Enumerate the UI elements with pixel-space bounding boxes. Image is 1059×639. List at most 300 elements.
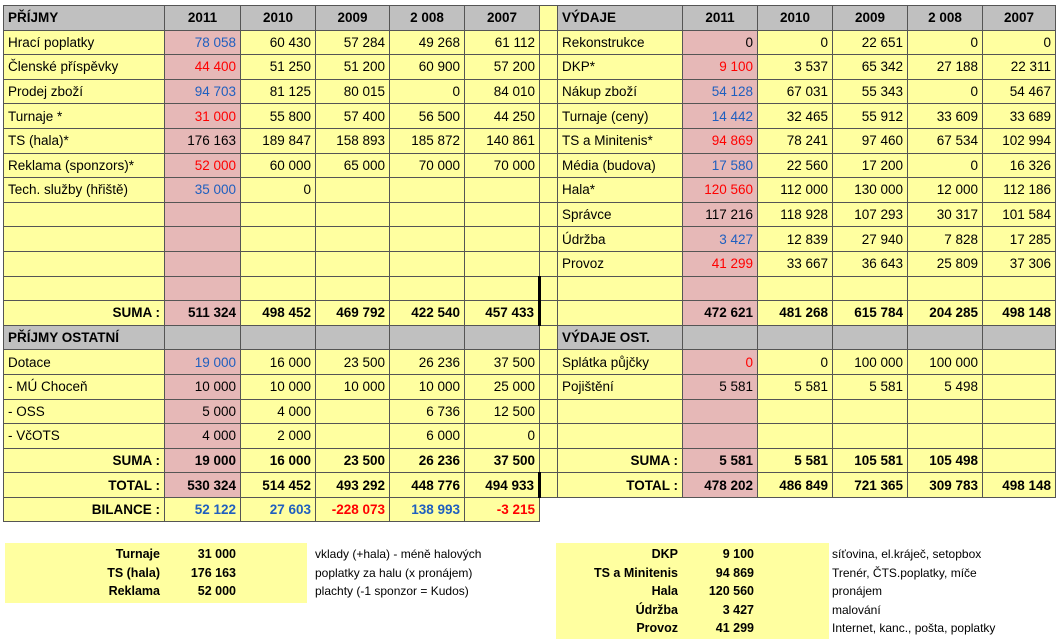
total-value: 530 324 (165, 473, 241, 498)
prijmy-ostatni-header: PŘÍJMY OSTATNÍ (4, 325, 165, 350)
expense-value: 33 667 (758, 251, 833, 276)
expense-value: 78 241 (758, 128, 833, 153)
income-value: 158 893 (316, 128, 390, 153)
income-value (241, 251, 316, 276)
bilance-label: BILANCE : (4, 497, 165, 522)
income-value: 0 (241, 178, 316, 203)
table-row (4, 128, 1056, 153)
total-value: 478 202 (683, 473, 758, 498)
expense-value (758, 276, 833, 301)
header-cell (165, 325, 241, 350)
year-header: 2007 (983, 6, 1056, 31)
income-value (316, 251, 390, 276)
income-value (390, 202, 465, 227)
expense-value: 102 994 (983, 128, 1056, 153)
expense-value: 32 465 (758, 104, 833, 129)
income-value (241, 202, 316, 227)
vydaje-ost-header: VÝDAJE OST. (558, 325, 683, 350)
suma-value: 511 324 (165, 301, 241, 326)
expense-value (908, 399, 983, 424)
expense-value: 17 200 (833, 153, 908, 178)
table-row (4, 251, 1056, 276)
year-header: 2009 (316, 6, 390, 31)
expense-label: Provoz (558, 251, 683, 276)
income-value: 4 000 (241, 399, 316, 424)
table-row (4, 79, 1056, 104)
suma-value: 469 792 (316, 301, 390, 326)
income-value: 84 010 (465, 79, 540, 104)
expense-value: 16 326 (983, 153, 1056, 178)
year-header: 2011 (165, 6, 241, 31)
expense-value: 100 000 (833, 350, 908, 375)
total-value: 498 148 (983, 473, 1056, 498)
income-value: 10 000 (390, 374, 465, 399)
income-value: 10 000 (316, 374, 390, 399)
income-value: 51 200 (316, 55, 390, 80)
income-value: 80 015 (316, 79, 390, 104)
expense-value: 17 580 (683, 153, 758, 178)
income-label: Členské příspěvky (4, 55, 165, 80)
income-value: 6 000 (390, 424, 465, 449)
total-label: TOTAL : (558, 473, 683, 498)
note-value: 176 163 (190, 565, 236, 580)
expense-label: Údržba (558, 227, 683, 252)
expense-value (983, 276, 1056, 301)
income-label: Dotace (4, 350, 165, 375)
separator (540, 424, 558, 449)
separator (540, 153, 558, 178)
note-value: 31 000 (197, 547, 236, 561)
table-row (4, 276, 1056, 301)
income-value: 57 284 (316, 30, 390, 55)
expense-value: 5 581 (683, 374, 758, 399)
expense-value: 3 427 (683, 227, 758, 252)
expense-value: 33 689 (983, 104, 1056, 129)
income-value: 61 112 (465, 30, 540, 55)
separator (540, 301, 558, 326)
note-text: pronájem (832, 584, 883, 598)
income-value (465, 251, 540, 276)
income-value (390, 276, 465, 301)
income-value: 44 250 (465, 104, 540, 129)
note-text: Internet, kanc., pošta, poplatky (832, 621, 996, 635)
expense-value: 30 317 (908, 202, 983, 227)
income-value: 140 861 (465, 128, 540, 153)
suma-value: 481 268 (758, 301, 833, 326)
separator (540, 55, 558, 80)
note-label: Turnaje (115, 547, 160, 561)
separator (540, 202, 558, 227)
income-value: 51 250 (241, 55, 316, 80)
expense-value: 112 000 (758, 178, 833, 203)
expense-value: 17 285 (983, 227, 1056, 252)
expense-value (983, 399, 1056, 424)
income-value: 6 736 (390, 399, 465, 424)
total-value: 514 452 (241, 473, 316, 498)
expense-value: 54 467 (983, 79, 1056, 104)
expense-label: Nákup zboží (558, 79, 683, 104)
income-value (241, 276, 316, 301)
note-value: 94 869 (715, 565, 754, 580)
income-value: 12 500 (465, 399, 540, 424)
suma-label: SUMA : (558, 448, 683, 473)
expense-value: 65 342 (833, 55, 908, 80)
expense-value: 12 839 (758, 227, 833, 252)
table-row (4, 399, 1056, 424)
suma-label: SUMA : (4, 301, 165, 326)
expense-value: 5 581 (758, 374, 833, 399)
separator (540, 448, 558, 473)
expense-value: 54 128 (683, 79, 758, 104)
expense-value: 3 537 (758, 55, 833, 80)
income-value (241, 227, 316, 252)
note-text: vklady (+hala) - méně halových (315, 547, 482, 561)
income-value: 56 500 (390, 104, 465, 129)
note-row (0, 601, 1059, 619)
bilance-value: 138 993 (390, 497, 465, 522)
note-text: plachty (-1 sponzor = Kudos) (315, 584, 469, 598)
table-row (4, 350, 1056, 375)
note-label: DKP (651, 547, 678, 561)
income-label: TS (hala)* (4, 128, 165, 153)
income-value: 189 847 (241, 128, 316, 153)
table-row (4, 301, 1056, 326)
note-value: 3 427 (722, 602, 754, 617)
expense-value (908, 276, 983, 301)
expense-value: 9 100 (683, 55, 758, 80)
header-cell (758, 325, 833, 350)
expense-value: 0 (908, 30, 983, 55)
table-row (4, 424, 1056, 449)
income-value (316, 399, 390, 424)
expense-value: 100 000 (908, 350, 983, 375)
note-label: TS (hala) (107, 565, 160, 580)
expense-value: 12 000 (908, 178, 983, 203)
note-row (0, 545, 1059, 563)
income-value: 70 000 (465, 153, 540, 178)
header-cell (390, 325, 465, 350)
income-label (4, 227, 165, 252)
budget-table (3, 5, 1056, 522)
separator (540, 30, 558, 55)
income-value: 185 872 (390, 128, 465, 153)
blank-area (540, 497, 1056, 522)
expense-value (758, 424, 833, 449)
header-cell (316, 325, 390, 350)
income-value (165, 251, 241, 276)
expense-label: Média (budova) (558, 153, 683, 178)
expense-value: 101 584 (983, 202, 1056, 227)
income-value: 5 000 (165, 399, 241, 424)
expense-value: 22 651 (833, 30, 908, 55)
income-value (390, 227, 465, 252)
header-cell (683, 325, 758, 350)
suma-value: 615 784 (833, 301, 908, 326)
income-value (316, 202, 390, 227)
income-value (316, 424, 390, 449)
table-row (4, 55, 1056, 80)
expense-value: 107 293 (833, 202, 908, 227)
income-value: 37 500 (465, 350, 540, 375)
income-value: 35 000 (165, 178, 241, 203)
income-value: 10 000 (241, 374, 316, 399)
year-header: 2009 (833, 6, 908, 31)
note-text: poplatky za halu (x pronájem) (315, 565, 473, 580)
note-value: 120 560 (708, 584, 754, 598)
table-row (4, 178, 1056, 203)
separator (540, 276, 558, 301)
expense-value: 27 188 (908, 55, 983, 80)
suma-value: 422 540 (390, 301, 465, 326)
income-label: - MÚ Choceň (4, 374, 165, 399)
income-value: 0 (390, 79, 465, 104)
expense-value: 0 (908, 79, 983, 104)
suma-value: 26 236 (390, 448, 465, 473)
header-cell (983, 325, 1056, 350)
header-cell (833, 325, 908, 350)
note-text: síťovina, el.kráječ, setopbox (832, 547, 982, 561)
separator (540, 350, 558, 375)
suma-value: 37 500 (465, 448, 540, 473)
expense-value (983, 374, 1056, 399)
expense-label: Správce (558, 202, 683, 227)
income-value: 57 400 (316, 104, 390, 129)
income-value: 78 058 (165, 30, 241, 55)
income-value (165, 276, 241, 301)
income-label (4, 251, 165, 276)
expense-value: 5 498 (908, 374, 983, 399)
table-row (4, 227, 1056, 252)
expense-value: 14 442 (683, 104, 758, 129)
prijmy-header: PŘÍJMY (4, 6, 165, 31)
income-value (316, 227, 390, 252)
expense-value (833, 399, 908, 424)
suma-value: 105 498 (908, 448, 983, 473)
year-header: 2007 (465, 6, 540, 31)
separator (540, 6, 558, 31)
income-value: 176 163 (165, 128, 241, 153)
income-value: 26 236 (390, 350, 465, 375)
income-value (316, 178, 390, 203)
income-value: 60 000 (241, 153, 316, 178)
note-text: malování (832, 602, 881, 617)
income-label: - OSS (4, 399, 165, 424)
header-cell (465, 325, 540, 350)
expense-value (833, 424, 908, 449)
bilance-value: 52 122 (165, 497, 241, 522)
expense-value: 0 (983, 30, 1056, 55)
expense-value: 41 299 (683, 251, 758, 276)
expense-value (908, 424, 983, 449)
year-header: 2010 (241, 6, 316, 31)
expense-value: 118 928 (758, 202, 833, 227)
header-cell (908, 325, 983, 350)
expense-value: 33 609 (908, 104, 983, 129)
expense-value: 0 (758, 350, 833, 375)
income-value: 19 000 (165, 350, 241, 375)
suma-value: 19 000 (165, 448, 241, 473)
separator (540, 104, 558, 129)
income-value: 16 000 (241, 350, 316, 375)
year-header: 2 008 (908, 6, 983, 31)
income-value: 65 000 (316, 153, 390, 178)
note-label: TS a Minitenis (593, 565, 678, 580)
expense-value: 37 306 (983, 251, 1056, 276)
expense-value (683, 276, 758, 301)
suma-value (983, 448, 1056, 473)
note-text: Trenér, ČTS.poplatky, míče (832, 565, 977, 580)
table-row (4, 497, 1056, 522)
income-label: Reklama (sponzors)* (4, 153, 165, 178)
note-row (0, 619, 1059, 637)
income-value (165, 227, 241, 252)
expense-value: 97 460 (833, 128, 908, 153)
expense-value: 27 940 (833, 227, 908, 252)
expense-value: 0 (683, 30, 758, 55)
table-row (4, 153, 1056, 178)
expense-value: 67 534 (908, 128, 983, 153)
suma-value: 5 581 (758, 448, 833, 473)
bilance-value: -228 073 (316, 497, 390, 522)
expense-label (558, 276, 683, 301)
vydaje-header: VÝDAJE (558, 6, 683, 31)
income-value: 49 268 (390, 30, 465, 55)
year-header: 2 008 (390, 6, 465, 31)
income-value: 60 430 (241, 30, 316, 55)
expense-value: 0 (908, 153, 983, 178)
cell (558, 301, 683, 326)
note-value: 52 000 (197, 584, 236, 598)
income-value (465, 276, 540, 301)
note-value: 41 299 (715, 621, 754, 635)
income-value: 70 000 (390, 153, 465, 178)
suma-value: 472 621 (683, 301, 758, 326)
expense-label (558, 424, 683, 449)
total-value: 493 292 (316, 473, 390, 498)
expense-value: 0 (758, 30, 833, 55)
expense-value: 22 560 (758, 153, 833, 178)
separator (540, 227, 558, 252)
expense-value: 130 000 (833, 178, 908, 203)
expense-value (983, 350, 1056, 375)
total-value: 494 933 (465, 473, 540, 498)
expense-label: Hala* (558, 178, 683, 203)
note-row (0, 564, 1059, 582)
separator (540, 325, 558, 350)
expense-value: 5 581 (833, 374, 908, 399)
suma-value: 457 433 (465, 301, 540, 326)
expense-value: 55 343 (833, 79, 908, 104)
income-value: 23 500 (316, 350, 390, 375)
income-value: 4 000 (165, 424, 241, 449)
expense-value: 22 311 (983, 55, 1056, 80)
income-value: 31 000 (165, 104, 241, 129)
income-value: 60 900 (390, 55, 465, 80)
income-value: 94 703 (165, 79, 241, 104)
income-value (165, 202, 241, 227)
bilance-value: 27 603 (241, 497, 316, 522)
income-label: Prodej zboží (4, 79, 165, 104)
income-value (465, 227, 540, 252)
income-label: Tech. služby (hřiště) (4, 178, 165, 203)
suma-value: 23 500 (316, 448, 390, 473)
expense-value (758, 399, 833, 424)
expense-value: 7 828 (908, 227, 983, 252)
suma-value: 498 148 (983, 301, 1056, 326)
income-label: Hrací poplatky (4, 30, 165, 55)
income-value (316, 276, 390, 301)
year-header: 2010 (758, 6, 833, 31)
separator (540, 251, 558, 276)
income-value (465, 178, 540, 203)
header-cell (241, 325, 316, 350)
suma-value: 16 000 (241, 448, 316, 473)
table-row (4, 6, 1056, 31)
income-value (390, 178, 465, 203)
income-value: 55 800 (241, 104, 316, 129)
table-row (4, 30, 1056, 55)
suma-value: 498 452 (241, 301, 316, 326)
expense-value: 0 (683, 350, 758, 375)
separator (540, 399, 558, 424)
total-value: 448 776 (390, 473, 465, 498)
expense-value (683, 424, 758, 449)
expense-value: 36 643 (833, 251, 908, 276)
separator (540, 79, 558, 104)
note-label: Provoz (636, 621, 678, 635)
table-row (4, 104, 1056, 129)
table-row (4, 202, 1056, 227)
expense-value (983, 424, 1056, 449)
year-header: 2011 (683, 6, 758, 31)
expense-value (833, 276, 908, 301)
income-value: 25 000 (465, 374, 540, 399)
expense-value: 94 869 (683, 128, 758, 153)
total-label: TOTAL : (4, 473, 165, 498)
expense-label: DKP* (558, 55, 683, 80)
income-value: 2 000 (241, 424, 316, 449)
expense-value: 55 912 (833, 104, 908, 129)
note-row (0, 582, 1059, 600)
note-label: Údržba (635, 602, 678, 617)
expense-label: Turnaje (ceny) (558, 104, 683, 129)
note-label: Reklama (108, 584, 160, 598)
income-label (4, 276, 165, 301)
suma-value: 5 581 (683, 448, 758, 473)
income-value: 81 125 (241, 79, 316, 104)
income-value (390, 251, 465, 276)
suma-value: 204 285 (908, 301, 983, 326)
expense-value: 120 560 (683, 178, 758, 203)
total-value: 309 783 (908, 473, 983, 498)
expense-label: Pojištění (558, 374, 683, 399)
separator (540, 374, 558, 399)
separator (540, 128, 558, 153)
expense-label: Rekonstrukce (558, 30, 683, 55)
separator (540, 473, 558, 498)
total-value: 721 365 (833, 473, 908, 498)
table-row (4, 473, 1056, 498)
table-row (4, 448, 1056, 473)
income-value: 0 (465, 424, 540, 449)
expense-label (558, 399, 683, 424)
expense-value: 117 216 (683, 202, 758, 227)
table-row (4, 325, 1056, 350)
total-value: 486 849 (758, 473, 833, 498)
income-value: 52 000 (165, 153, 241, 178)
income-value (465, 202, 540, 227)
expense-value (683, 399, 758, 424)
